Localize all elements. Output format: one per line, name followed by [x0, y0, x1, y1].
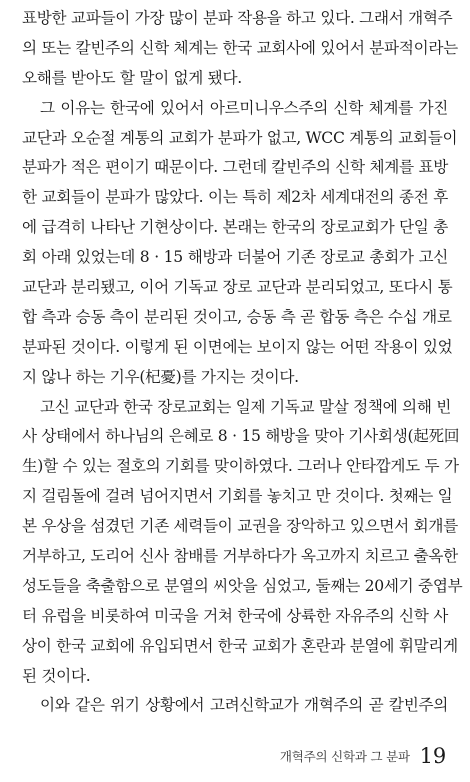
text-line: 된 것이다.: [22, 666, 91, 685]
text-line: 교단과 분리됐고, 이어 기독교 장로 교단과 분리되었고, 또다시 통: [22, 278, 453, 297]
text-line: 분파가 적은 편이기 때문이다. 그런데 칼빈주의 신학 체계를 표방: [22, 158, 448, 177]
text-line: 오해를 받아도 할 말이 없게 됐다.: [22, 68, 242, 87]
text-line: 에 급격히 나타난 기현상이다. 본래는 한국의 장로교회가 단일 총: [22, 218, 448, 237]
text-line: 표방한 교파들이 가장 많이 분파 작용을 하고 있다. 그래서 개혁주: [22, 9, 453, 27]
text-line: 이와 같은 위기 상황에서 고려신학교가 개혁주의 곧 칼빈주의: [40, 696, 448, 715]
text-line: 거부하고, 도리어 신사 참배를 거부하다가 옥고까지 치르고 출옥한: [22, 547, 458, 566]
text-line: 고신 교단과 한국 장로교회는 일제 기독교 말살 정책에 의해 빈: [40, 397, 452, 416]
text-line: 사 상태에서 하나님의 은혜로 8 · 15 해방을 맞아 기사회생(起死回: [22, 427, 460, 446]
text-line: 生)할 수 있는 절호의 기회를 맞이하였다. 그러나 안타깝게도 두 가: [22, 457, 459, 476]
text-line: 분파된 것이다. 이렇게 된 이면에는 보이지 않는 어떤 작용이 있었: [22, 337, 453, 356]
text-line: 그 이유는 한국에 있어서 아르미니우스주의 신학 체계를 가진: [40, 98, 448, 117]
page-body: [22, 4, 463, 721]
text-line: 상이 한국 교회에 유입되면서 한국 교회가 혼란과 분열에 휘말리게: [22, 636, 458, 655]
text-line: 교단과 오순절 계통의 교회가 분파가 없고, WCC 계통의 교회들이: [22, 128, 458, 147]
text-line: 합 측과 승동 측이 분리된 것이고, 승동 측 곧 합동 측은 수십 개로: [22, 307, 452, 326]
text-line: 지 않나 하는 기우(杞憂)를 가지는 것이다.: [22, 367, 299, 386]
text-line: 성도들을 축출함으로 분열의 씨앗을 심었고, 둘째는 20세기 중엽부: [22, 576, 463, 595]
text-line: 한 교회들이 분파가 많았다. 이는 특히 제2차 세계대전의 종전 후: [22, 188, 448, 207]
running-title: 개혁주의 신학과 그 분파: [279, 749, 410, 764]
text-line: 회 아래 있었는데 8 · 15 해방과 더불어 기존 장로교 총회가 고신: [22, 248, 448, 267]
text-line: 지 걸림돌에 걸려 넘어지면서 기회를 놓치고 만 것이다. 첫째는 일: [22, 487, 453, 506]
text-line: 의 또는 칼빈주의 신학 체계는 한국 교회사에 있어서 분파적이라는: [22, 38, 458, 57]
text-line: 본 우상을 섬겼던 기존 세력들이 교권을 장악하고 있으면서 회개를: [22, 517, 458, 536]
text-line: 터 유럽을 비롯하여 미국을 거쳐 한국에 상륙한 자유주의 신학 사: [22, 606, 448, 625]
page-number: 19: [419, 744, 446, 768]
page-footer: [280, 744, 446, 768]
